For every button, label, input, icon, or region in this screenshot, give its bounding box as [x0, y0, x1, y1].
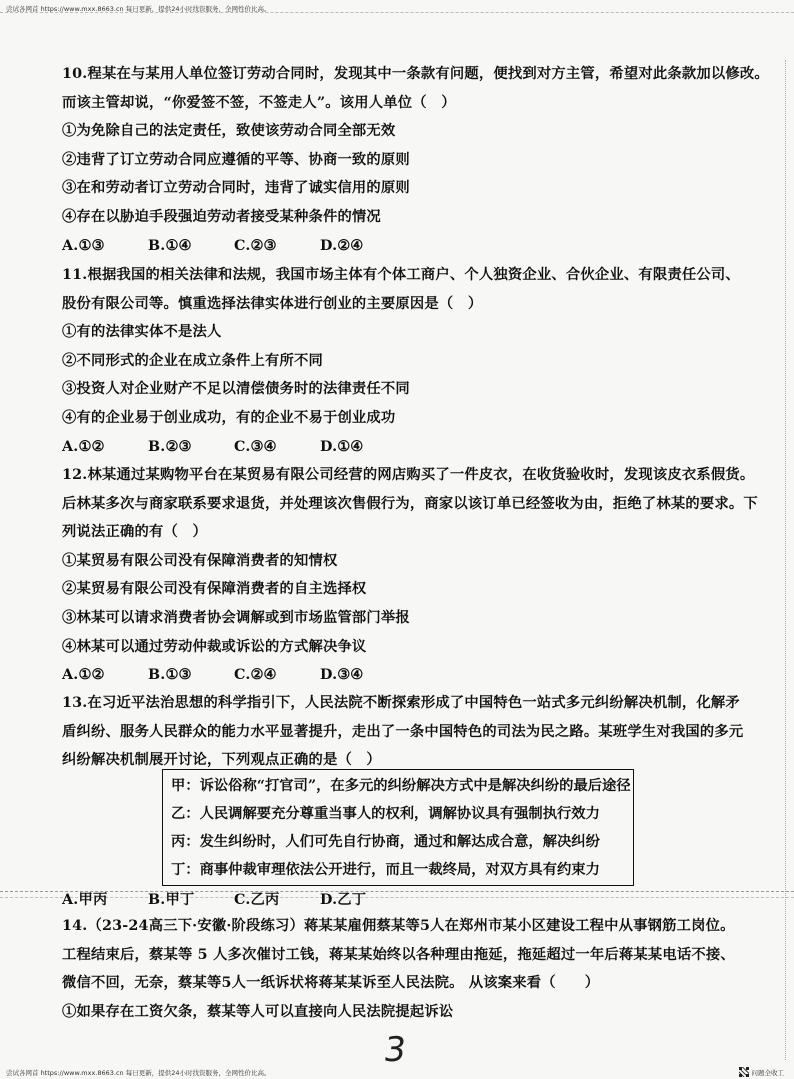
question-12-item-1: ①某贸易有限公司没有保障消费者的知情权	[62, 552, 338, 569]
question-14-stem-line-2: 工程结束后，蔡某等 5 人多次催讨工钱，蒋某某始终以各种理由拖延，拖延超过一年后蒋某某电话不接、	[62, 946, 735, 963]
option-a: A.①②	[62, 667, 105, 684]
page-number: 3	[381, 1030, 409, 1070]
question-11-item-1: ①有的法律实体不是法人	[62, 324, 222, 341]
viewpoint-yi: 乙：人民调解要充分尊重当事人的权利，调解协议具有强制执行效力	[171, 806, 600, 822]
question-10-options	[62, 232, 752, 261]
option-d: D.②④	[320, 237, 364, 254]
header-divider	[0, 12, 794, 13]
question-13-stem-line-3: 纠纷解决机制展开讨论，下列观点正确的是（ ）	[62, 752, 381, 769]
question-14	[62, 912, 752, 1026]
option-a: A.甲丙	[62, 892, 108, 908]
question-14-stem-line-1: 14.（23-24高三下·安徽·阶段练习）蒋某某雇佣蔡某等5人在郑州市某小区建设工程中从事钢筋工岗位。	[62, 918, 735, 934]
option-d: D.乙丁	[320, 892, 367, 908]
page-footer-text: 尝试各网首 https://www.mxx.8663.cn 每日更新，提供24小时找资服务，全网性价比高。	[6, 1069, 271, 1077]
viewpoint-jia: 甲：诉讼俗称“打官司”，在多元的纠纷解决方式中是解决纠纷的最后途径	[171, 778, 631, 794]
scan-edge-artifact	[785, 60, 790, 1060]
option-c: C.③④	[234, 438, 277, 455]
question-11-item-3: ③投资人对企业财产不足以清偿债务时的法律责任不同	[62, 381, 410, 398]
option-c: C.②③	[234, 237, 277, 254]
question-12-stem-line-2: 后林某多次与商家联系要求退货，并处理该次售假行为，商家以该订单已经签收为由，拒绝了林某的要求。下	[62, 495, 758, 512]
question-13-options-row	[62, 886, 752, 915]
question-10-item-3: ③在和劳动者订立劳动合同时，违背了诚实信用的原则	[62, 180, 410, 197]
question-12-stem-line-3: 列说法正确的有（ ）	[62, 524, 207, 541]
option-b: B.②③	[148, 438, 192, 455]
question-10-stem-line-1: 10.程某在与某用人单位签订劳动合同时，发现其中一条款有问题，便找到对方主管，希望对此条款加以修改。	[62, 66, 769, 82]
question-11-item-4: ④有的企业易于创业成功，有的企业不易于创业成功	[62, 409, 396, 426]
question-14-item-1: ①如果存在工资欠条，蔡某等人可以直接向人民法院提起诉讼	[62, 1003, 454, 1020]
question-12-stem-line-1: 12.林某通过某购物平台在某贸易有限公司经营的网店购买了一件皮衣，在收货验收时，发现该皮衣系假货。	[62, 467, 755, 483]
option-c: C.乙丙	[234, 892, 280, 908]
question-13-options	[62, 886, 752, 915]
question-11-stem-line-2: 股份有限公司等。慎重选择法律实体进行创业的主要原因是（ ）	[62, 295, 483, 312]
question-11-stem-line-1: 11.根据我国的相关法律和法规，我国市场主体有个体工商户、个人独资企业、合伙企业、有限责任公司、	[62, 267, 740, 283]
question-13-stem-line-2: 盾纠纷、服务人民群众的能力水平显著提升，走出了一条中国特色的司法为民之路。某班学生对我国的多元	[62, 723, 744, 740]
question-10-item-1: ①为免除自己的法定责任，致使该劳动合同全部无效	[62, 123, 396, 140]
question-13	[62, 689, 752, 775]
question-10-stem-line-2: 而该主管却说，“你爱签不签，不签走人”。该用人单位（ ）	[62, 94, 456, 111]
viewpoint-bing: 丙：发生纠纷时，人们可先自行协商，通过和解达成合意，解决纠纷	[171, 834, 600, 850]
viewpoint-ding: 丁：商事仲裁审理依法公开进行，而且一裁终局，对双方具有约束力	[171, 862, 600, 878]
question-11-item-2: ②不同形式的企业在成立条件上有所不同	[62, 352, 323, 369]
question-10	[62, 60, 769, 260]
question-12	[62, 461, 758, 690]
question-12-item-2: ②某贸易有限公司没有保障消费者的自主选择权	[62, 581, 367, 598]
option-b: B.甲丁	[148, 892, 195, 908]
option-a: A.①③	[62, 237, 105, 254]
question-11	[62, 261, 752, 461]
option-b: B.①④	[148, 237, 192, 254]
question-12-options	[62, 661, 752, 690]
question-14-stem-line-3: 微信不回，无奈，蔡某等5人一纸诉状将蒋某某诉至人民法院。 从该案来看（ ）	[62, 975, 600, 992]
option-d: D.①④	[320, 438, 364, 455]
footer-logo-text: 问题全收工	[751, 1068, 784, 1077]
option-d: D.③④	[320, 667, 364, 684]
footer-logo	[739, 1067, 785, 1077]
question-12-item-3: ③林某可以请求消费者协会调解或到市场监管部门举报	[62, 609, 410, 626]
viewpoints-box	[162, 769, 634, 886]
question-12-item-4: ④林某可以通过劳动仲裁或诉讼的方式解决争议	[62, 638, 367, 655]
question-10-item-2: ②违背了订立劳动合同应遵循的平等、协商一致的原则	[62, 151, 410, 168]
qr-code-icon	[739, 1067, 749, 1077]
option-b: B.①③	[148, 667, 192, 684]
question-10-item-4: ④存在以胁迫手段强迫劳动者接受某种条件的情况	[62, 208, 381, 225]
option-c: C.②④	[234, 667, 277, 684]
page-header-text: 尝试各网首 https://www.mxx.8663.cn 每日更新，提供24小时找资服务，全网性价比高。	[6, 5, 271, 13]
question-13-stem-line-1: 13.在习近平法治思想的科学指引下，人民法院不断探索形成了中国特色一站式多元纠纷解决机制，化解矛	[62, 695, 740, 711]
option-a: A.①②	[62, 438, 105, 455]
question-11-options	[62, 433, 752, 462]
